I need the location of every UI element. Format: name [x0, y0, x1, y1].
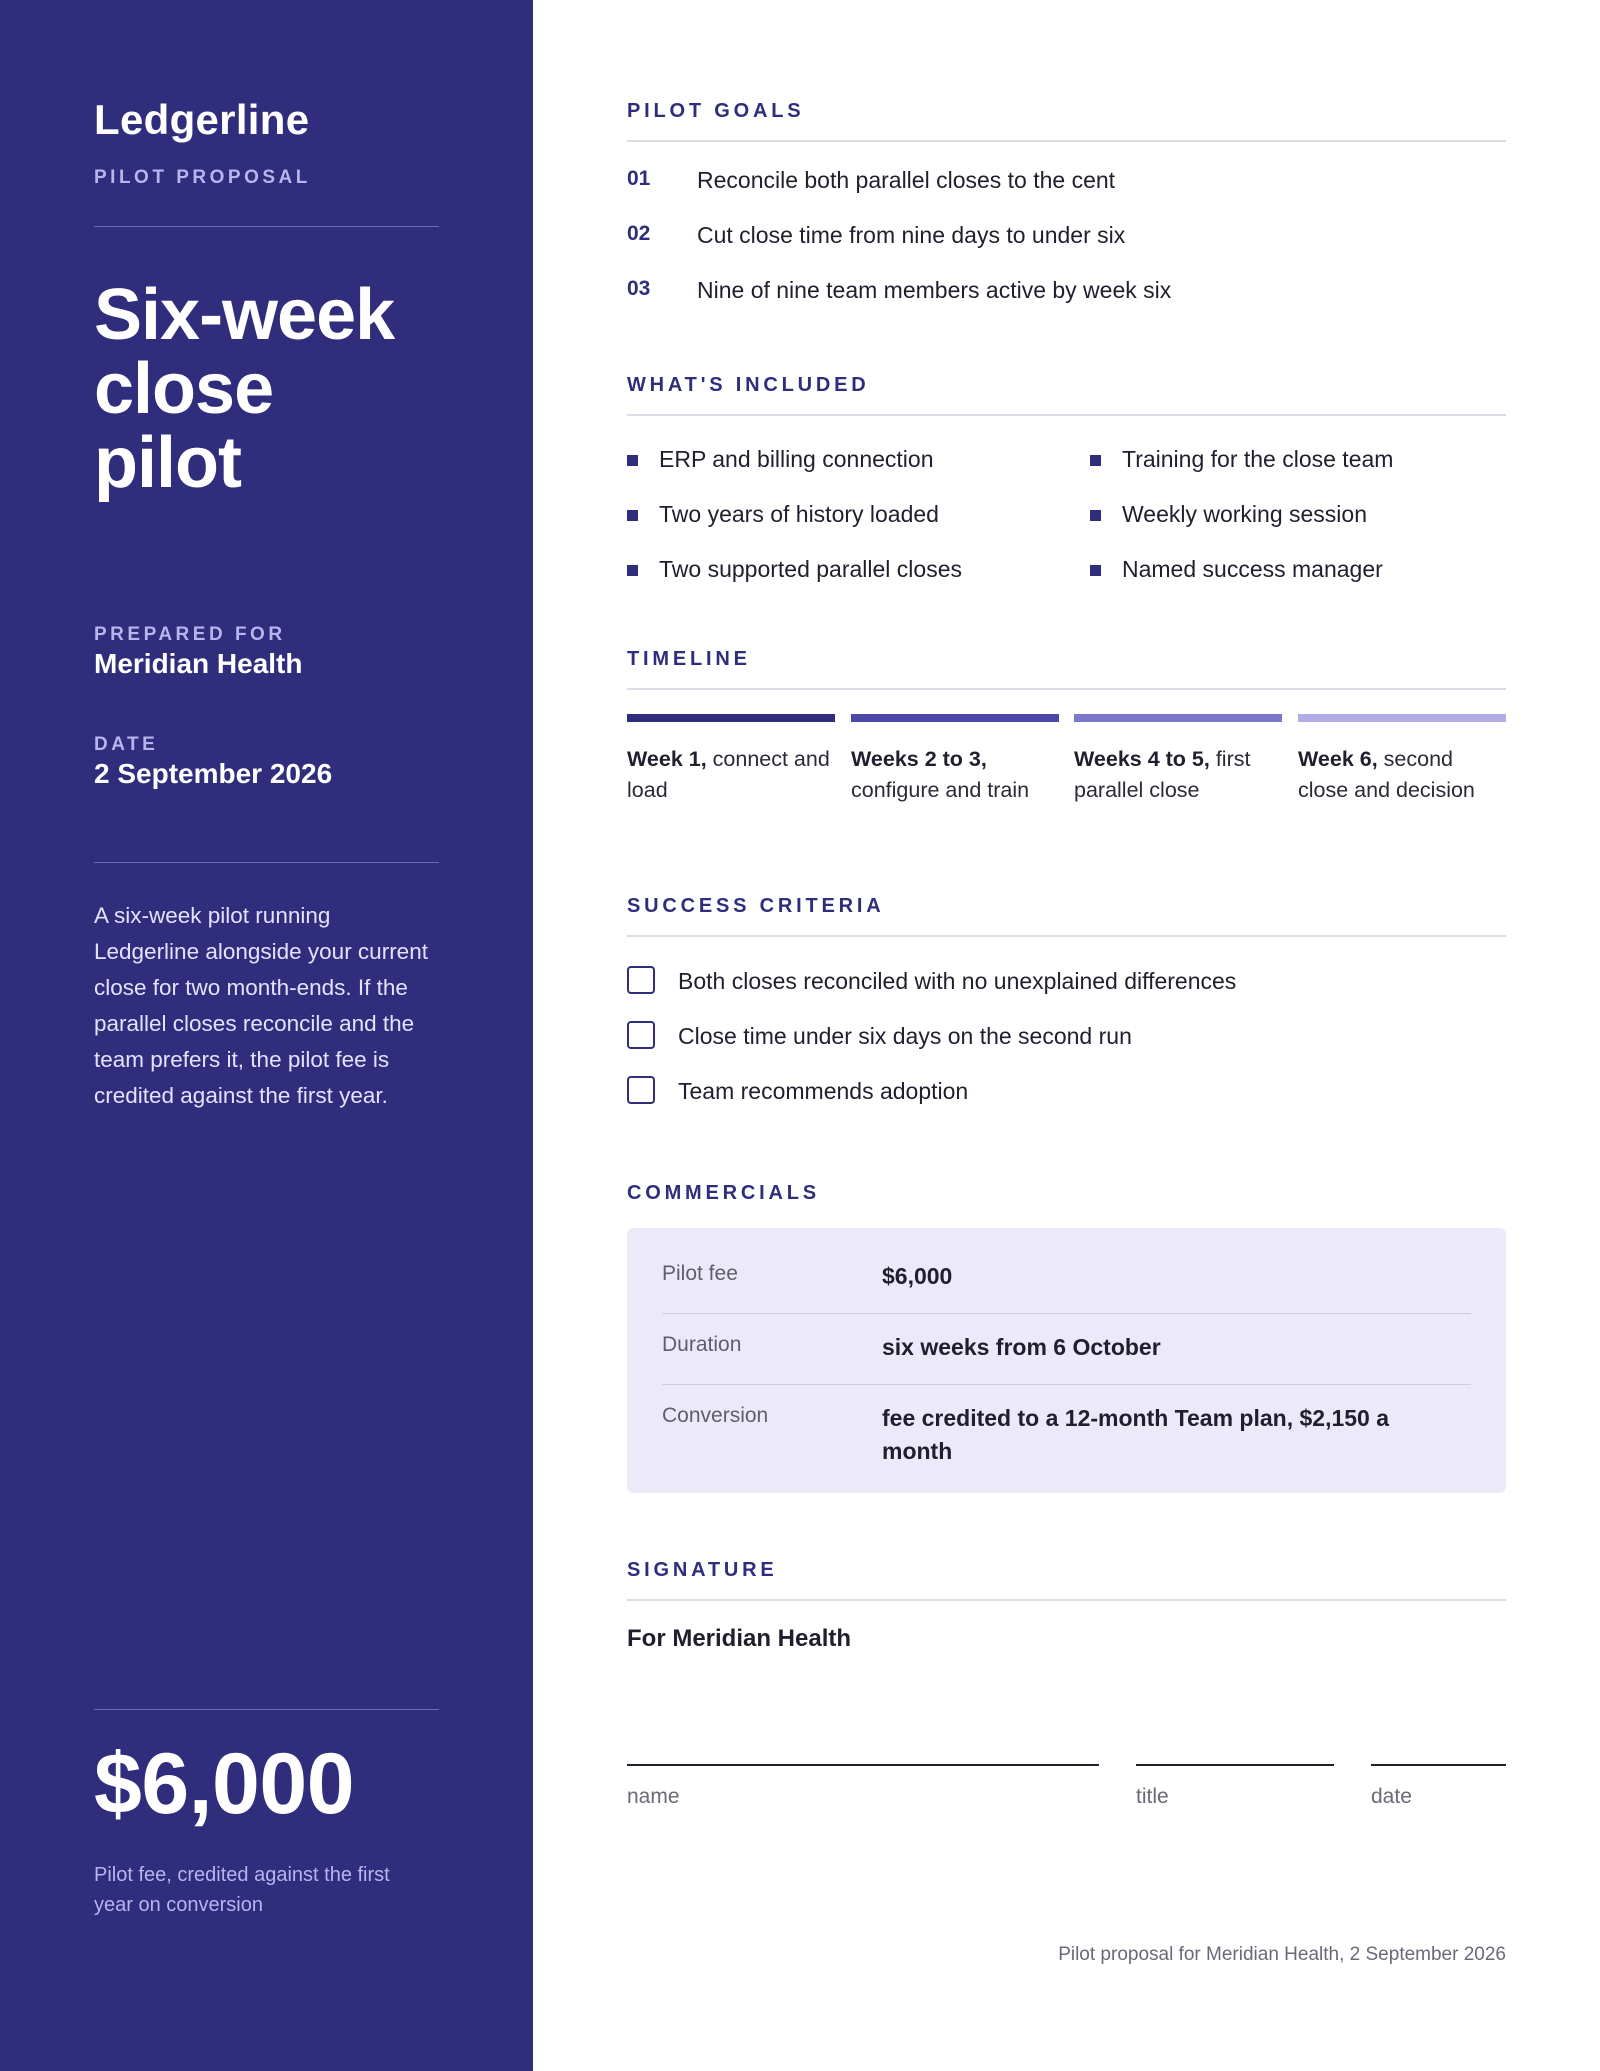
title-line-1: Six-week: [94, 275, 395, 355]
date-value: 2 September 2026: [94, 758, 333, 789]
date-label: DATE: [94, 734, 159, 755]
row-divider: [662, 1313, 1471, 1314]
sidebar-divider: [94, 862, 439, 863]
included-item-text: Weekly working session: [1122, 501, 1368, 527]
commercials-value: six weeks from 6 October: [882, 1334, 1161, 1360]
row-divider: [662, 1384, 1471, 1385]
timeline-phase-desc: configure and train: [851, 778, 1030, 802]
document-type: PILOT PROPOSAL: [94, 167, 311, 188]
checkbox[interactable]: [627, 1076, 655, 1104]
criteria-text: Close time under six days on the second run: [678, 1023, 1132, 1049]
section-heading-goals: PILOT GOALS: [627, 100, 805, 122]
signature-title-line[interactable]: [1136, 1764, 1334, 1766]
sidebar-panel: [0, 0, 533, 2071]
goal-item: [627, 167, 1506, 207]
signature-date-label: date: [1371, 1785, 1412, 1808]
section-heading-signature: SIGNATURE: [627, 1559, 778, 1581]
timeline-phase-label: Weeks 4 to 5,: [1074, 747, 1210, 771]
checkbox[interactable]: [627, 1021, 655, 1049]
square-bullet-icon: [1090, 565, 1101, 576]
timeline-phase-label: Week 1,: [627, 747, 707, 771]
commercials-label: Pilot fee: [662, 1262, 738, 1285]
goal-number: 03: [627, 277, 651, 300]
timeline-phase: [1074, 714, 1282, 806]
prepared-for-value: Meridian Health: [94, 648, 303, 679]
sidebar-divider: [94, 1709, 439, 1710]
timeline-phase-text: [851, 744, 1059, 806]
signature-name-label: name: [627, 1785, 680, 1808]
commercials-value: $6,000: [882, 1263, 953, 1289]
section-heading-criteria: SUCCESS CRITERIA: [627, 895, 885, 917]
prepared-for-label: PREPARED FOR: [94, 624, 286, 645]
section-divider: [627, 935, 1506, 937]
timeline-phase-label: Weeks 2 to 3,: [851, 747, 987, 771]
signature-party: For Meridian Health: [627, 1625, 852, 1652]
timeline-bar: [627, 714, 835, 722]
commercials-value: fee credited to a 12-month Team plan, $2,150 a month: [882, 1405, 1390, 1464]
timeline-phase-text: [1298, 744, 1506, 806]
section-heading-commercials: COMMERCIALS: [627, 1182, 820, 1204]
date-block: [94, 734, 439, 790]
signature-date-line[interactable]: [1371, 1764, 1506, 1766]
square-bullet-icon: [627, 565, 638, 576]
goal-text: Cut close time from nine days to under six: [697, 222, 1126, 248]
section-heading-included: WHAT'S INCLUDED: [627, 374, 870, 396]
timeline-phase-label: Week 6,: [1298, 747, 1378, 771]
section-heading-timeline: TIMELINE: [627, 648, 751, 670]
timeline-phase-text: [627, 744, 835, 806]
goal-text: Nine of nine team members active by week six: [697, 277, 1172, 303]
square-bullet-icon: [1090, 510, 1101, 521]
page-title: [94, 275, 439, 503]
signature-name-line[interactable]: [627, 1764, 1099, 1766]
square-bullet-icon: [627, 510, 638, 521]
checkbox[interactable]: [627, 966, 655, 994]
section-divider: [627, 414, 1506, 416]
included-item-text: ERP and billing connection: [659, 446, 934, 472]
goal-item: [627, 277, 1506, 317]
timeline-phase-desc: second close and decision: [1298, 747, 1475, 802]
section-divider: [627, 1599, 1506, 1601]
timeline-phase-desc: first parallel close: [1074, 747, 1251, 802]
section-divider: [627, 140, 1506, 142]
goal-number: 01: [627, 167, 651, 190]
goal-text: Reconcile both parallel closes to the cent: [697, 167, 1116, 193]
timeline-phase: [851, 714, 1059, 806]
section-divider: [627, 688, 1506, 690]
square-bullet-icon: [627, 455, 638, 466]
timeline-phase-text: [1074, 744, 1282, 806]
timeline-bar: [1298, 714, 1506, 722]
brand-name: Ledgerline: [94, 96, 310, 143]
criteria-text: Team recommends adoption: [678, 1078, 969, 1104]
included-item-text: Named success manager: [1122, 556, 1383, 582]
sidebar-divider: [94, 226, 439, 227]
price-caption: Pilot fee, credited against the first year on conversion: [94, 1864, 390, 1916]
summary-text: A six-week pilot running Ledgerline alongside your current close for two month-ends. If the parallel closes reconcile and the team prefers it, the pilot fee is credited against the first year.: [94, 903, 428, 1108]
commercials-label: Conversion: [662, 1404, 769, 1427]
pilot-price: $6,000: [94, 1736, 355, 1832]
timeline-phase: [627, 714, 835, 806]
goal-number: 02: [627, 222, 651, 245]
title-line-2: close pilot: [94, 349, 274, 503]
page-footer: Pilot proposal for Meridian Health, 2 September 2026: [1058, 1944, 1506, 1965]
signature-title-label: title: [1136, 1785, 1169, 1808]
timeline-phase-desc: connect and load: [627, 747, 830, 802]
criteria-text: Both closes reconciled with no unexplained differences: [678, 968, 1237, 994]
included-item-text: Training for the close team: [1122, 446, 1394, 472]
commercials-label: Duration: [662, 1333, 742, 1356]
included-item-text: Two years of history loaded: [659, 501, 939, 527]
square-bullet-icon: [1090, 455, 1101, 466]
prepared-for-block: [94, 624, 439, 680]
goal-item: [627, 222, 1506, 262]
included-item-text: Two supported parallel closes: [659, 556, 962, 582]
timeline-bar: [851, 714, 1059, 722]
commercials-card: [627, 1228, 1506, 1493]
timeline-bar: [1074, 714, 1282, 722]
timeline-phase: [1298, 714, 1506, 806]
